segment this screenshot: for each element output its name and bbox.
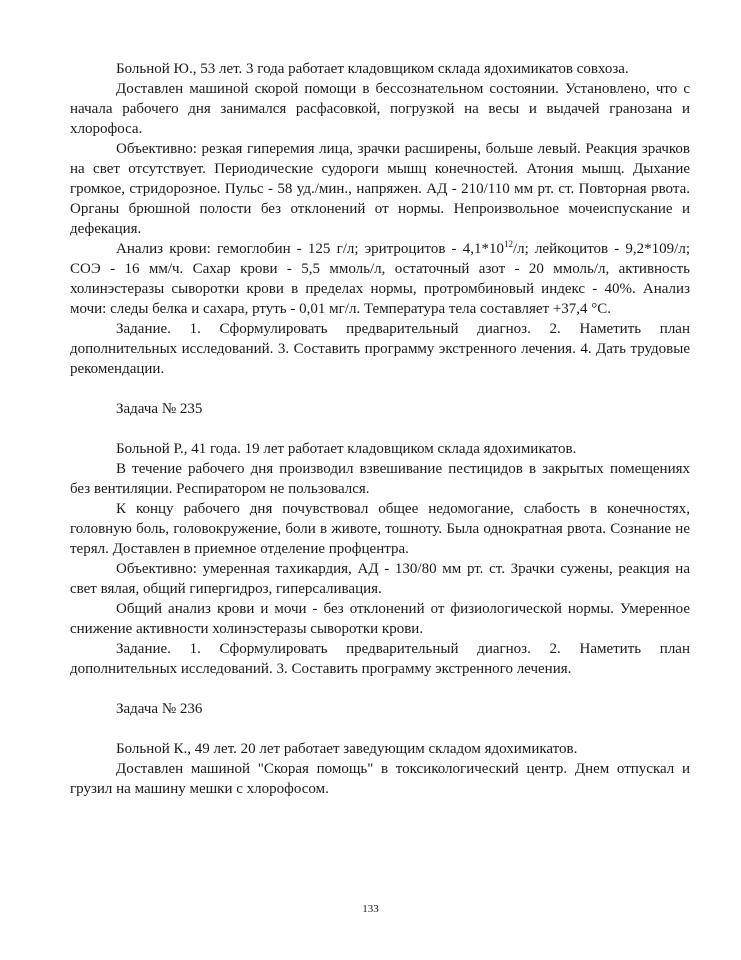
case-234-objective: Объективно: резкая гиперемия лица, зрачки расширены, больше левый. Реакция зрачков на свет отсутствует. Периодические судороги мышц конечностей. Атония мышц. Дыхание громкое, стридорозное. Пульс - 58 уд./мин., напряжен. АД - 210/110 мм рт. ст. Повторная рвота. Органы брюшной полости без отклонений от нормы. Непроизвольное мочеиспускание и дефекация.	[70, 141, 690, 237]
case-235-analysis: Общий анализ крови и мочи - без отклонений от физиологической нормы. Умеренное снижение активности холинэстеразы сыворотки крови.	[70, 601, 690, 637]
case-235-context: В течение рабочего дня производил взвешивание пестицидов в закрытых помещениях без вентиляции. Респиратором не пользовался.	[70, 461, 690, 497]
case-234-analysis-exponent: 12	[503, 239, 513, 249]
page-number: 133	[362, 903, 379, 915]
case-236-intro: Больной К., 49 лет. 20 лет работает заведующим складом ядохимикатов.	[116, 741, 578, 757]
case-235-task: Задание. 1. Сформулировать предварительный диагноз. 2. Наметить план дополнительных исследований. 3. Составить программу экстренного лечения.	[70, 641, 690, 677]
case-234-analysis	[70, 239, 690, 319]
case-235-symptoms: К концу рабочего дня почувствовал общее недомогание, слабость в конечностях, головную боль, головокружение, боли в животе, тошноту. Была однократная рвота. Сознание не терял. Доставлен в приемное отделение профцентра.	[70, 501, 690, 557]
case-234-intro: Больной Ю., 53 лет. 3 года работает кладовщиком склада ядохимикатов совхоза.	[116, 61, 629, 77]
case-236-delivery: Доставлен машиной "Скорая помощь" в токсикологический центр. Днем отпускал и грузил на машину мешки с хлорофосом.	[70, 761, 690, 797]
case-234-analysis-part2: /л; лейкоцитов - 9,2*109/л; СОЭ - 16 мм/ч. Сахар крови - 5,5 ммоль/л, остаточный азот - 20 ммоль/л, активность холинэстеразы сыворотки крови в пределах нормы, протромбиновый индекс - 40%. Анализ мочи: следы белка и сахара, ртуть - 0,01 мг/л. Температура тела составляет +37,4 °С.	[70, 241, 691, 317]
case-236-heading: Задача № 236	[116, 701, 203, 717]
case-235-heading: Задача № 235	[116, 401, 203, 417]
document-body	[70, 59, 690, 799]
case-234-delivery: Доставлен машиной скорой помощи в бессознательном состоянии. Установлено, что с начала рабочего дня занимался расфасовкой, погрузкой на весы и выдачей гранозана и хлорофоса.	[70, 81, 690, 137]
case-235-objective: Объективно: умеренная тахикардия, АД - 130/80 мм рт. ст. Зрачки сужены, реакция на свет вялая, общий гипергидроз, гиперсаливация.	[70, 561, 690, 597]
case-234-task: Задание. 1. Сформулировать предварительный диагноз. 2. Наметить план дополнительных исследований. 3. Составить программу экстренного лечения. 4. Дать трудовые рекомендации.	[70, 321, 690, 377]
case-235-intro: Больной Р., 41 года. 19 лет работает кладовщиком склада ядохимикатов.	[116, 441, 577, 457]
case-234-analysis-part1: Анализ крови: гемоглобин - 125 г/л; эритроцитов - 4,1*10	[116, 241, 504, 257]
